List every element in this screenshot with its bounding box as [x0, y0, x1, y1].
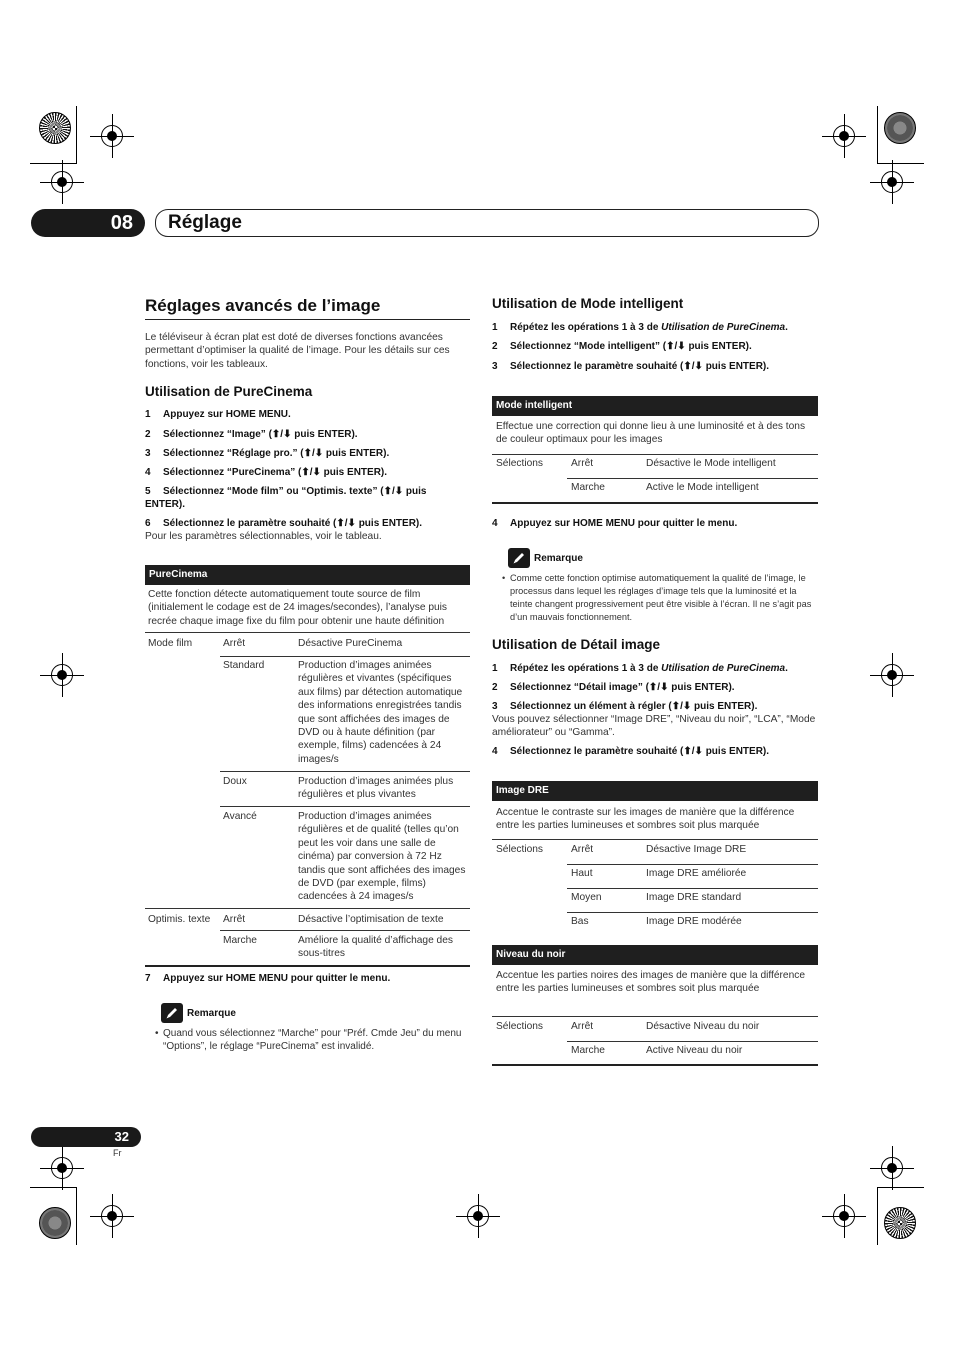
- noir-table-description: Accentue les parties noires des images de manière que la différence entre les parties lumineuses et sombres soit plus marquée: [496, 970, 806, 995]
- registration-mark-icon: [101, 1205, 123, 1227]
- table-option-desc: Désactive Niveau du noir: [646, 1021, 760, 1032]
- mode-step-3: 3 Sélectionnez le paramètre souhaité (⬆/⬇ puis ENTER).: [492, 361, 770, 372]
- table-option-desc: Image DRE standard: [646, 892, 742, 903]
- language-code: Fr: [113, 1148, 122, 1158]
- remark-label: Remarque: [534, 553, 583, 564]
- detail-step-2: 2 Sélectionnez “Détail image” (⬆/⬇ puis ENTER).: [492, 682, 735, 693]
- mode-intelligent-title: Utilisation de Mode intelligent: [492, 296, 684, 311]
- step-1: 1 Appuyez sur HOME MENU.: [145, 409, 291, 420]
- starburst-mark-icon: [39, 112, 71, 144]
- table-option-desc: Améliore la qualité d’affichage des sous-titres: [298, 935, 453, 960]
- table-option-desc: Active Niveau du noir: [646, 1045, 743, 1056]
- table-option: Marche: [571, 482, 605, 493]
- pencil-note-icon: [508, 548, 530, 568]
- step-3: 3 Sélectionnez “Réglage pro.” (⬆/⬇ puis ENTER).: [145, 448, 390, 459]
- step-2: 2 Sélectionnez “Image” (⬆/⬇ puis ENTER).: [145, 429, 358, 440]
- registration-mark-icon: [51, 664, 73, 686]
- table-divider: [492, 1016, 818, 1017]
- table-option-desc: Désactive le Mode intelligent: [646, 458, 776, 469]
- table-divider: [567, 912, 818, 913]
- table-option-desc: Production d’images animées régulières et vivantes (spécifiques aux films) par détection automatique des informations enregistrées tandis que sont affichées des images de DVD ou à haute définition (par exemple, films) cadencées à 24 images/s: [298, 660, 463, 765]
- registration-mark-icon: [833, 125, 855, 147]
- table-option: Arrêt: [223, 914, 246, 925]
- table-option: Avancé: [223, 811, 257, 822]
- table-group-label: Sélections: [496, 1021, 544, 1032]
- registration-mark-icon: [833, 1205, 855, 1227]
- remark-text: • Quand vous sélectionnez “Marche” pour “Préf. Cmde Jeu” du menu “Options”, le réglage “PureCinema” est invalidé.: [155, 1028, 462, 1052]
- table-bottom-rule: [145, 965, 470, 967]
- table-option-desc: Désactive Image DRE: [646, 844, 747, 855]
- table-option: Arrêt: [571, 844, 594, 855]
- table-divider: [145, 908, 470, 909]
- grey-circle-mark-icon: [884, 112, 916, 144]
- table-divider: [567, 478, 818, 479]
- mode-step-2: 2 Sélectionnez “Mode intelligent” (⬆/⬇ puis ENTER).: [492, 341, 752, 352]
- registration-mark-icon: [101, 125, 123, 147]
- starburst-mark-icon: [884, 1207, 916, 1239]
- dre-table-description: Accentue le contraste sur les images de manière que la différence entre les parties lumineuses et sombres soit plus marquée: [496, 807, 795, 832]
- registration-mark-icon: [881, 664, 903, 686]
- detail-step-3: 3 Sélectionnez un élément à régler (⬆/⬇ puis ENTER).: [492, 701, 758, 712]
- step-4: 4 Sélectionnez “PureCinema” (⬆/⬇ puis ENTER).: [145, 467, 388, 478]
- table-divider: [492, 454, 818, 455]
- mode-table-description: Effectue une correction qui donne lieu à une luminosité et à des tons de couleur optimaux pour les images: [496, 421, 806, 446]
- table-option: Standard: [223, 660, 265, 671]
- table-divider: [220, 930, 470, 931]
- intro-paragraph: Le téléviseur à écran plat est doté de diverses fonctions avancées permettant d’optimiser la qualité de l’image. Pour les détails sur ces fonctions, voir les tableaux.: [145, 332, 450, 370]
- purecinema-table-description: Cette fonction détecte automatiquement toute source de film (initialement le codage est de 24 images/secondes), l’analyse puis recrée chaque image fixe du film pour obtenir une haute définition: [148, 589, 448, 627]
- purecinema-table-header: PureCinema: [145, 565, 470, 585]
- mode-step-4: 4 Appuyez sur HOME MENU pour quitter le menu.: [492, 518, 738, 529]
- table-group-label: Sélections: [496, 844, 544, 855]
- table-divider: [492, 839, 818, 840]
- table-bottom-rule: [492, 1064, 818, 1066]
- table-divider: [220, 656, 470, 657]
- registration-mark-icon: [51, 171, 73, 193]
- remark-label: Remarque: [187, 1008, 236, 1019]
- table-group-label: Sélections: [496, 458, 544, 469]
- table-option: Doux: [223, 776, 247, 787]
- mode-table-header: Mode intelligent: [492, 396, 818, 416]
- registration-mark-icon: [881, 1157, 903, 1179]
- dre-table-header: Image DRE: [492, 781, 818, 801]
- detail-step-3-note: Vous pouvez sélectionner “Image DRE”, “Niveau du noir”, “LCA”, “Mode améliorateur” ou “Gamma”.: [492, 714, 816, 739]
- registration-mark-icon: [467, 1205, 489, 1227]
- chapter-title: Réglage: [168, 212, 242, 233]
- grey-circle-mark-icon: [39, 1207, 71, 1239]
- step-7: 7 Appuyez sur HOME MENU pour quitter le menu.: [145, 973, 391, 984]
- table-divider: [220, 771, 470, 772]
- registration-mark-icon: [51, 1157, 73, 1179]
- mode-step-1: 1 Répétez les opérations 1 à 3 de Utilisation de PureCinema.: [492, 322, 788, 333]
- purecinema-title: Utilisation de PureCinema: [145, 384, 313, 399]
- table-option-desc: Désactive PureCinema: [298, 638, 403, 649]
- table-option-desc: Désactive l’optimisation de texte: [298, 914, 444, 925]
- table-divider: [220, 806, 470, 807]
- step-6: 6 Sélectionnez le paramètre souhaité (⬆/⬇ puis ENTER).: [145, 518, 423, 529]
- table-option-desc: Production d’images animées plus régulières et plus vivantes: [298, 776, 454, 801]
- noir-table-header: Niveau du noir: [492, 945, 818, 965]
- detail-step-1: 1 Répétez les opérations 1 à 3 de Utilisation de PureCinema.: [492, 663, 788, 674]
- page-number: 32: [31, 1127, 141, 1147]
- table-option-desc: Production d’images animées régulières et de qualité (telles qu’on peut les voir dans une salle de cinéma) par conversion à 72 Hz tandis que sont affichées des images de DVD (par exemple, films) cadencées à 24 images/s: [298, 811, 466, 903]
- table-option: Marche: [571, 1045, 605, 1056]
- table-option: Bas: [571, 916, 589, 927]
- chapter-number: 08: [31, 209, 145, 237]
- table-group-label: Optimis. texte: [148, 914, 211, 925]
- table-divider: [567, 1041, 818, 1042]
- table-option-desc: Active le Mode intelligent: [646, 482, 759, 493]
- detail-image-title: Utilisation de Détail image: [492, 637, 661, 652]
- step-6-note: Pour les paramètres sélectionnables, voir le tableau.: [145, 531, 382, 542]
- table-option: Haut: [571, 868, 593, 879]
- detail-step-4: 4 Sélectionnez le paramètre souhaité (⬆/⬇ puis ENTER).: [492, 746, 770, 757]
- table-option-desc: Image DRE améliorée: [646, 868, 747, 879]
- pencil-note-icon: [161, 1003, 183, 1023]
- table-group-label: Mode film: [148, 638, 193, 649]
- section-rule: [145, 319, 470, 320]
- registration-mark-icon: [881, 171, 903, 193]
- table-option: Moyen: [571, 892, 602, 903]
- table-divider: [145, 632, 470, 633]
- step-5: 5 Sélectionnez “Mode film” ou “Optimis. texte” (⬆/⬇ puis ENTER).: [145, 486, 427, 510]
- table-option: Arrêt: [571, 1021, 594, 1032]
- table-bottom-rule: [492, 502, 818, 504]
- table-divider: [567, 864, 818, 865]
- table-option: Marche: [223, 935, 257, 946]
- table-option: Arrêt: [223, 638, 246, 649]
- chapter-bar: [155, 209, 819, 237]
- table-divider: [567, 888, 818, 889]
- remark-text: • Comme cette fonction optimise automatiquement la qualité de l’image, le processus dans lequel les réglages d’image tels que la luminosité et la teinte changent progressivement peut être visible à l’écran. Il ne s’agit pas d’un mauvais fonctionnement.: [502, 573, 812, 622]
- section-title: Réglages avancés de l’image: [145, 296, 381, 315]
- table-option-desc: Image DRE modérée: [646, 916, 742, 927]
- table-option: Arrêt: [571, 458, 594, 469]
